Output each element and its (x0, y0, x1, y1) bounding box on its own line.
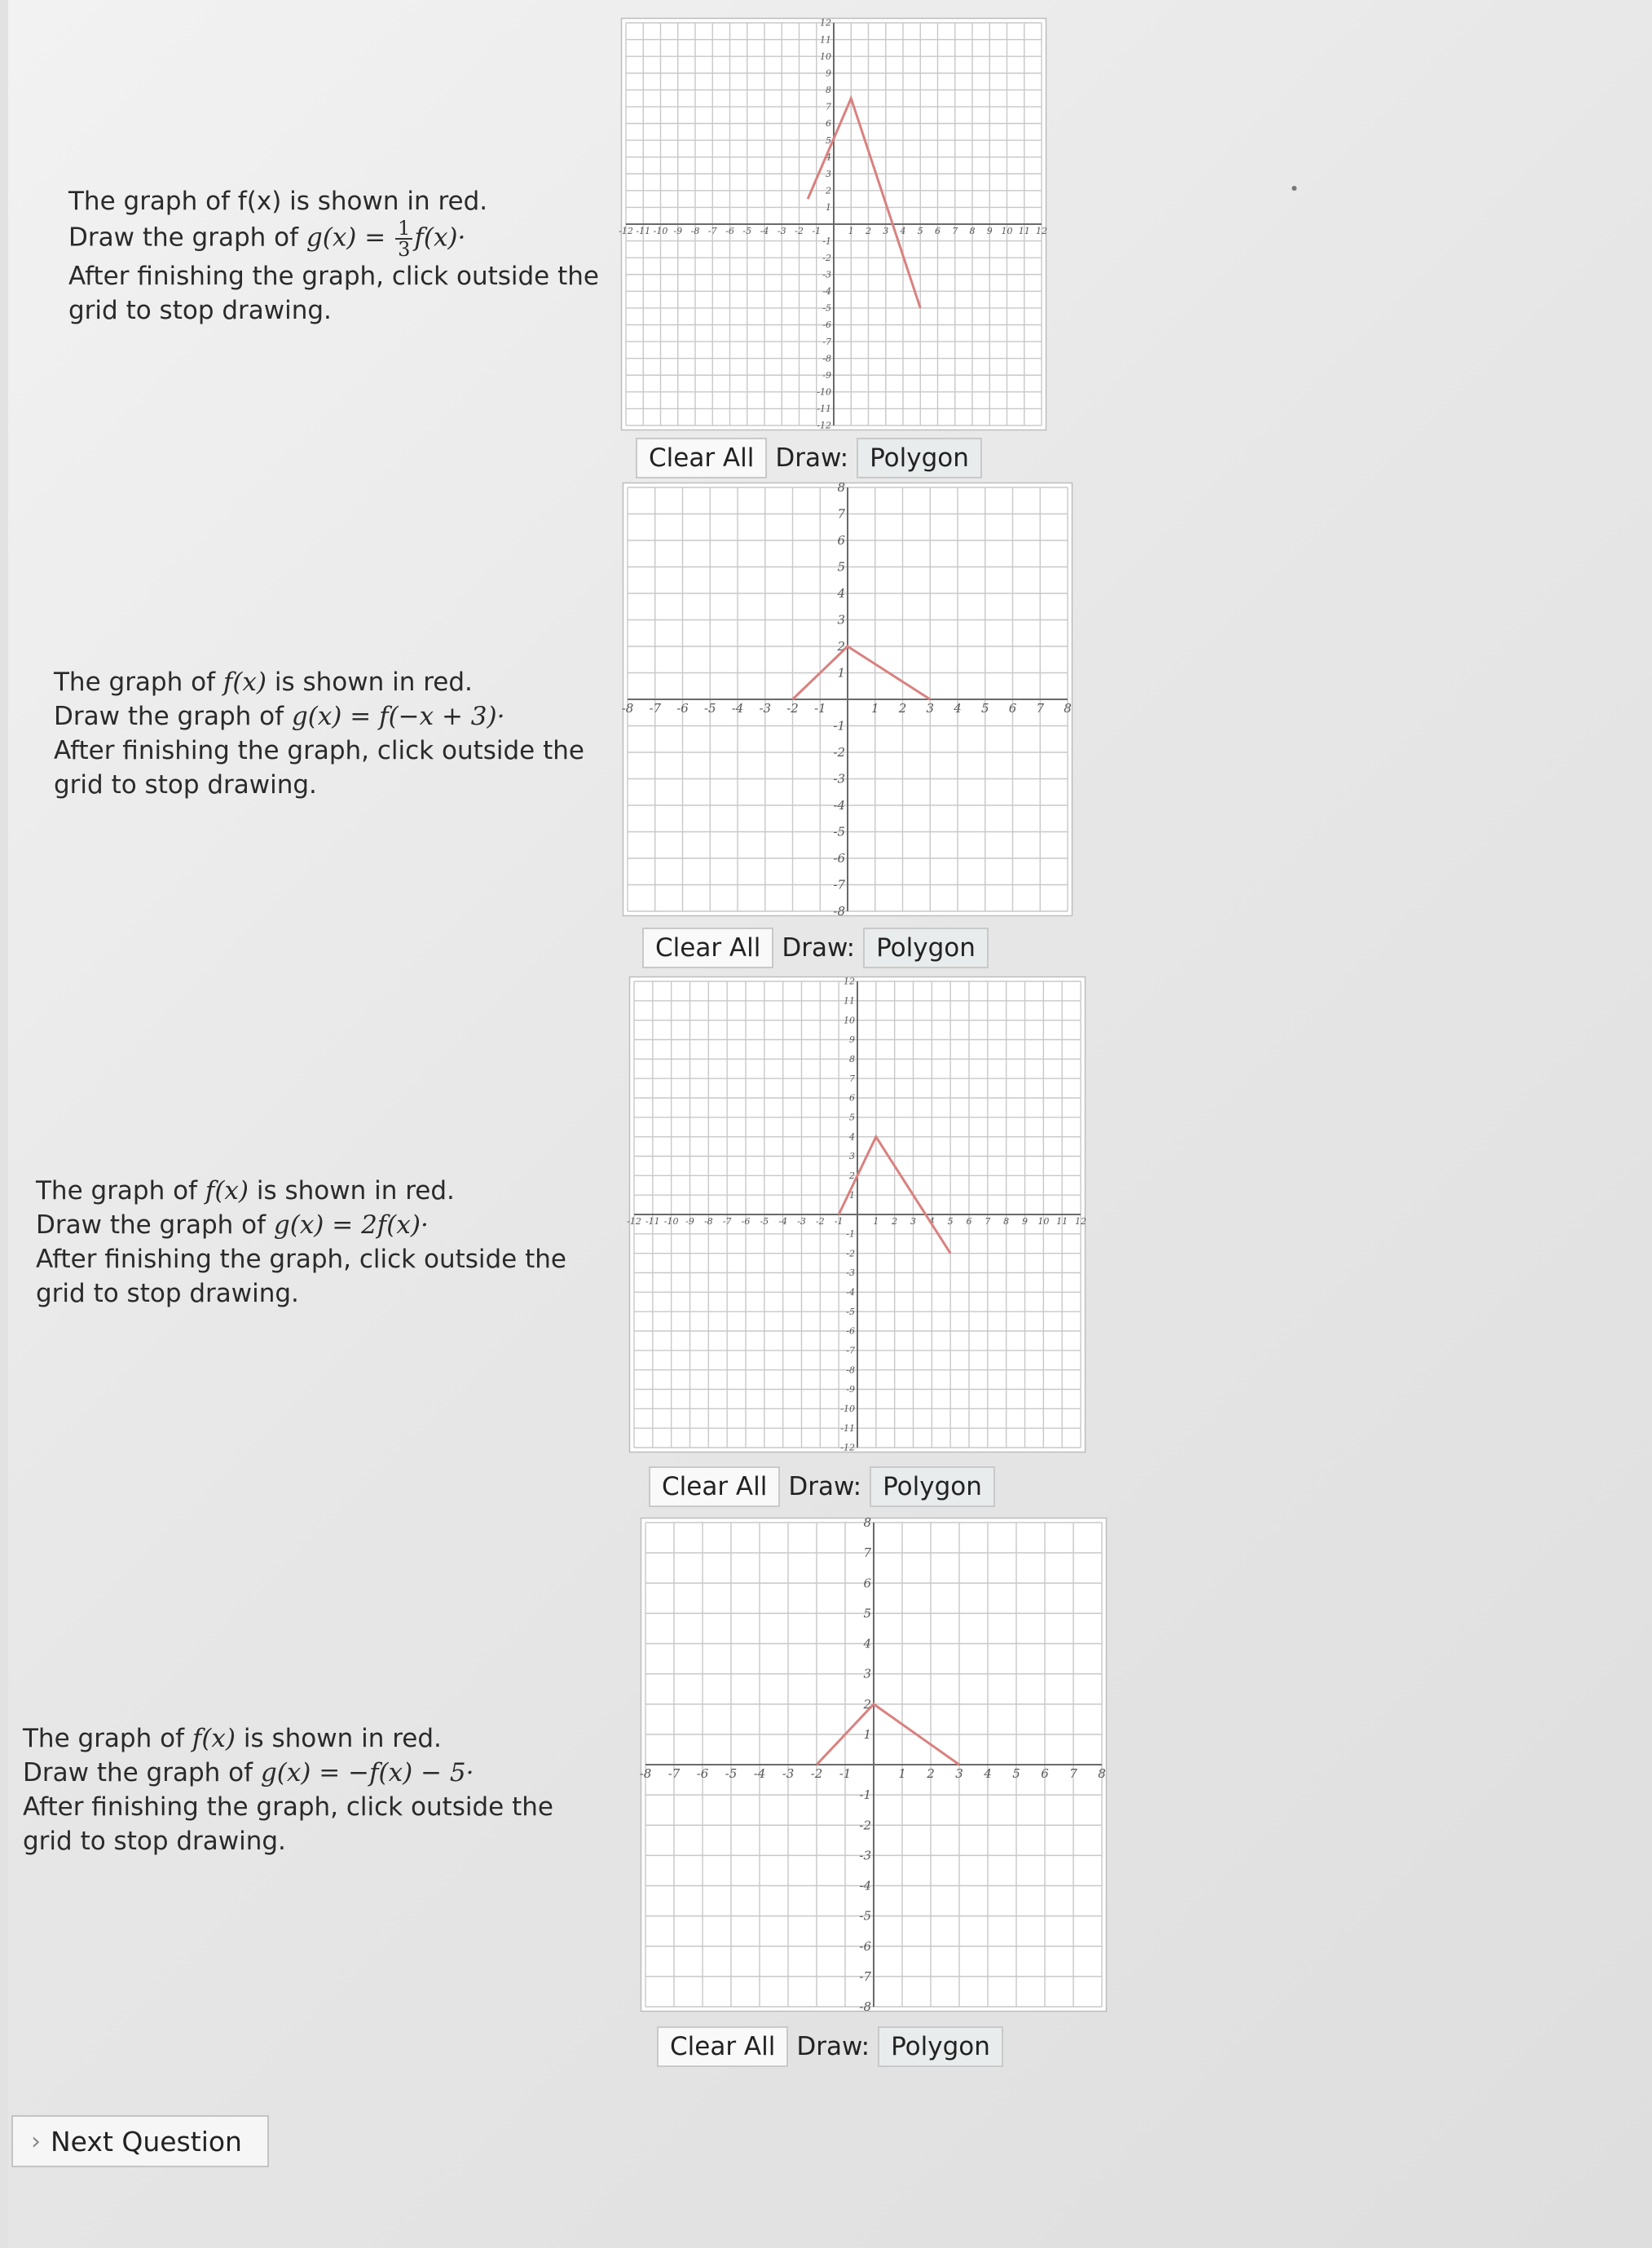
y-tick-label: -1 (846, 1228, 855, 1240)
y-tick-label: 9 (826, 68, 831, 79)
coordinate-plane[interactable] (639, 1515, 1107, 2014)
q1-line4: grid to stop drawing. (68, 296, 332, 325)
q3-line1: The graph of f(x) is shown in red. (36, 1176, 455, 1206)
q4-formula: g(x) = −f(x) − 5· (260, 1758, 474, 1787)
x-tick-label: -2 (810, 1766, 823, 1781)
y-tick-label: -10 (840, 1404, 855, 1414)
x-tick-label: 6 (1041, 1766, 1049, 1781)
x-tick-label: 4 (954, 701, 962, 716)
y-tick-label: 2 (849, 1170, 855, 1181)
x-tick-label: 7 (1036, 701, 1045, 716)
y-tick-label: -12 (840, 1442, 855, 1453)
q4-line4: grid to stop drawing. (23, 1827, 286, 1856)
draw-label: Draw: (796, 2032, 870, 2061)
y-tick-label: -8 (859, 1999, 871, 2014)
y-tick-label: -3 (833, 771, 845, 787)
y-tick-label: -11 (817, 403, 831, 415)
x-tick-label: 7 (985, 1216, 991, 1227)
x-tick-label: 6 (935, 226, 941, 236)
y-tick-label: 2 (826, 185, 831, 196)
x-tick-label: -10 (663, 1216, 679, 1227)
y-tick-label: 1 (849, 1189, 855, 1201)
x-tick-label: -11 (636, 226, 651, 236)
q1-formula-lhs: g(x) = (306, 223, 394, 253)
y-tick-label: 5 (849, 1112, 855, 1123)
y-tick-label: -1 (833, 718, 845, 734)
y-tick-label: 3 (849, 1151, 855, 1162)
x-tick-label: 3 (955, 1766, 963, 1781)
x-tick-label: 3 (910, 1216, 916, 1227)
x-tick-label: -3 (782, 1766, 795, 1781)
x-tick-label: -1 (839, 1766, 852, 1781)
y-tick-label: 4 (837, 586, 845, 601)
graph-toolbar-1 (636, 438, 982, 478)
x-tick-label: -5 (742, 226, 752, 236)
x-tick-label: -4 (778, 1216, 788, 1227)
x-tick-label: 6 (966, 1216, 972, 1227)
next-question-label: Next Question (51, 2125, 242, 2158)
x-tick-label: 4 (984, 1766, 992, 1781)
x-tick-label: -3 (797, 1216, 806, 1227)
polygon-tool-button[interactable]: Polygon (878, 2026, 1003, 2067)
x-tick-label: 2 (892, 1216, 898, 1227)
x-tick-label: 7 (952, 226, 958, 236)
y-tick-label: 1 (863, 1726, 871, 1742)
y-tick-label: -9 (822, 369, 831, 381)
y-tick-label: 7 (849, 1073, 855, 1084)
q4-line2: Draw the graph of g(x) = −f(x) − 5· (23, 1758, 474, 1787)
x-tick-label: 2 (927, 1766, 935, 1781)
y-tick-label: -2 (859, 1818, 871, 1833)
x-tick-label: -2 (786, 701, 799, 716)
draw-label: Draw: (775, 443, 849, 473)
y-tick-label: -10 (817, 386, 831, 398)
x-tick-label: 5 (947, 1216, 954, 1227)
q2-line3: After finishing the graph, click outside the (54, 736, 584, 765)
y-tick-label: -8 (822, 353, 831, 364)
clear-all-button[interactable]: Clear All (657, 2026, 788, 2067)
y-tick-label: 4 (863, 1636, 871, 1651)
y-tick-label: 4 (826, 152, 831, 163)
x-tick-label: 11 (1056, 1216, 1068, 1227)
y-tick-label: 11 (820, 34, 831, 46)
y-tick-label: -3 (859, 1848, 871, 1863)
q3-formula: g(x) = 2f(x)· (273, 1210, 429, 1240)
y-tick-label: -7 (833, 877, 845, 893)
x-tick-label: 3 (883, 226, 889, 236)
clear-all-button[interactable]: Clear All (636, 438, 767, 478)
x-tick-label: 4 (900, 226, 906, 236)
x-tick-label: 8 (1098, 1766, 1106, 1781)
y-tick-label: -4 (822, 286, 831, 297)
graph-toolbar-4 (657, 2026, 1003, 2067)
q1-line1: The graph of f(x) is shown in red. (68, 187, 488, 216)
q4-line1: The graph of f(x) is shown in red. (23, 1724, 442, 1753)
x-tick-label: 2 (898, 701, 907, 716)
y-tick-label: 6 (837, 533, 845, 548)
y-tick-label: -6 (822, 320, 831, 331)
graph-grid-1[interactable] (621, 18, 1046, 430)
y-tick-label: -1 (859, 1787, 871, 1803)
y-tick-label: 3 (837, 612, 845, 628)
y-tick-label: -6 (846, 1325, 855, 1337)
x-tick-label: 8 (1064, 701, 1072, 716)
chevron-right-icon: › (31, 2127, 41, 2156)
y-tick-label: -4 (859, 1878, 871, 1893)
y-tick-label: -9 (846, 1384, 855, 1395)
graph-toolbar-3 (649, 1466, 995, 1507)
x-tick-label: -9 (685, 1216, 694, 1227)
draw-label: Draw: (782, 933, 856, 963)
y-tick-label: 5 (837, 559, 845, 575)
x-tick-label: -5 (725, 1766, 738, 1781)
polygon-tool-button[interactable]: Polygon (857, 438, 982, 478)
y-tick-label: 3 (826, 168, 831, 179)
q4-line3: After finishing the graph, click outside the (23, 1792, 553, 1822)
x-tick-label: -11 (645, 1216, 660, 1227)
q1-fraction: $\frac{1}{3}$ (395, 218, 412, 259)
y-tick-label: 1 (826, 202, 831, 214)
x-tick-label: -7 (649, 701, 662, 716)
x-tick-label: -12 (619, 226, 633, 236)
x-tick-label: -1 (812, 226, 822, 236)
x-tick-label: -10 (653, 226, 668, 236)
y-tick-label: -6 (833, 851, 845, 866)
x-tick-label: 1 (870, 701, 879, 716)
x-tick-label: -2 (815, 1216, 825, 1227)
question-4-prompt (23, 1721, 553, 1858)
cursor-dot (1292, 186, 1297, 191)
x-tick-label: -4 (753, 1766, 766, 1781)
x-tick-label: -8 (639, 1766, 652, 1781)
y-tick-label: 6 (849, 1092, 855, 1104)
coordinate-plane[interactable] (621, 18, 1046, 430)
polygon-tool-button[interactable]: Polygon (870, 1466, 995, 1507)
q1-line2: Draw the graph of g(x) = $\frac{1}{3}$ f(x)· (68, 217, 466, 261)
x-tick-label: 11 (1018, 226, 1030, 236)
q2-formula: g(x) = f(−x + 3)· (291, 702, 505, 731)
q1-formula-rhs: f(x)· (414, 223, 466, 253)
y-tick-label: 2 (863, 1696, 871, 1712)
clear-all-button[interactable]: Clear All (649, 1466, 780, 1507)
x-tick-label: -4 (760, 226, 769, 236)
x-tick-label: -7 (667, 1766, 681, 1781)
y-tick-label: 8 (826, 85, 831, 95)
x-tick-label: -5 (703, 701, 716, 716)
x-tick-label: 1 (898, 1766, 906, 1781)
x-tick-label: 8 (1003, 1216, 1010, 1227)
y-tick-label: 3 (863, 1666, 871, 1682)
y-tick-label: -11 (840, 1422, 855, 1434)
q3-line4: grid to stop drawing. (36, 1279, 299, 1308)
y-tick-label: -8 (846, 1364, 855, 1376)
y-tick-label: -5 (846, 1306, 855, 1317)
y-tick-label: 8 (849, 1054, 855, 1064)
x-tick-label: 4 (928, 1216, 935, 1227)
y-tick-label: 5 (863, 1606, 871, 1621)
question-3-prompt (36, 1174, 566, 1311)
y-tick-label: -1 (822, 236, 831, 247)
x-tick-label: -1 (813, 701, 826, 716)
x-tick-label: -6 (676, 701, 689, 716)
x-tick-label: -9 (673, 226, 683, 236)
y-tick-label: -4 (846, 1287, 855, 1298)
y-tick-label: 4 (849, 1131, 855, 1143)
x-tick-label: -8 (690, 226, 700, 236)
y-tick-label: -7 (822, 336, 831, 347)
coordinate-plane[interactable] (629, 976, 1086, 1452)
y-tick-label: -4 (833, 798, 845, 813)
x-tick-label: -12 (627, 1216, 641, 1227)
y-tick-label: -5 (833, 824, 845, 840)
x-tick-label: -8 (621, 701, 634, 716)
q3-line2: Draw the graph of g(x) = 2f(x)· (36, 1210, 429, 1240)
x-tick-label: 12 (1075, 1216, 1086, 1227)
y-tick-label: 7 (863, 1545, 871, 1561)
y-tick-label: -7 (846, 1345, 855, 1356)
y-tick-label: 7 (826, 101, 831, 112)
y-tick-label: 10 (820, 51, 831, 62)
graph-grid-2[interactable] (621, 480, 1073, 919)
polygon-tool-button[interactable]: Polygon (863, 928, 989, 968)
graph-toolbar-2 (642, 928, 989, 968)
y-tick-label: 6 (863, 1576, 871, 1591)
y-tick-label: -8 (833, 904, 845, 919)
y-tick-label: 5 (826, 134, 831, 146)
next-question-button[interactable] (11, 2115, 269, 2167)
y-tick-label: -6 (859, 1938, 871, 1954)
x-tick-label: 10 (1037, 1216, 1050, 1227)
left-edge (0, 0, 8, 2248)
x-tick-label: 7 (1069, 1766, 1077, 1781)
y-tick-label: -5 (822, 302, 831, 314)
q2-line4: grid to stop drawing. (54, 770, 317, 800)
y-tick-label: -2 (833, 745, 845, 760)
y-tick-label: -3 (822, 269, 831, 280)
q2-line2: Draw the graph of g(x) = f(−x + 3)· (54, 702, 505, 731)
x-tick-label: 5 (1012, 1766, 1020, 1781)
y-tick-label: -2 (822, 252, 831, 263)
y-tick-label: 2 (837, 639, 845, 654)
x-tick-label: 8 (969, 226, 976, 236)
coordinate-plane[interactable] (621, 480, 1073, 919)
y-tick-label: -7 (859, 1968, 871, 1984)
y-tick-label: 7 (837, 506, 845, 522)
q1-line3: After finishing the graph, click outside the (68, 262, 599, 291)
y-tick-label: 12 (820, 17, 831, 29)
y-tick-label: 1 (837, 665, 845, 681)
x-tick-label: 2 (866, 226, 871, 236)
y-tick-label: 8 (837, 480, 845, 495)
y-tick-label: 10 (844, 1015, 855, 1026)
y-tick-label: -5 (859, 1908, 871, 1924)
x-tick-label: 5 (917, 226, 923, 236)
graph-grid-3[interactable] (629, 976, 1086, 1452)
x-tick-label: 1 (848, 226, 854, 236)
x-tick-label: -4 (731, 701, 744, 716)
x-tick-label: -1 (834, 1216, 844, 1227)
x-tick-label: -7 (722, 1216, 732, 1227)
y-tick-label: 9 (849, 1034, 855, 1046)
y-tick-label: 6 (826, 118, 831, 130)
x-tick-label: -2 (795, 226, 804, 236)
x-tick-label: -6 (741, 1216, 751, 1227)
draw-label: Draw: (788, 1472, 862, 1501)
clear-all-button[interactable]: Clear All (642, 928, 773, 968)
y-tick-label: -2 (846, 1248, 855, 1259)
x-tick-label: 9 (1022, 1216, 1028, 1227)
graph-grid-4[interactable] (639, 1515, 1107, 2014)
x-tick-label: 5 (980, 701, 989, 716)
x-tick-label: -6 (696, 1766, 709, 1781)
x-tick-label: -6 (725, 226, 734, 236)
question-1-prompt (68, 184, 599, 328)
x-tick-label: 9 (986, 226, 993, 236)
x-tick-label: -3 (777, 226, 786, 236)
question-2-prompt (54, 665, 584, 802)
x-tick-label: 10 (1001, 226, 1013, 236)
q2-line1: The graph of f(x) is shown in red. (54, 668, 473, 697)
y-tick-label: 11 (844, 995, 855, 1007)
x-tick-label: 12 (1036, 226, 1047, 236)
y-tick-label: -12 (817, 420, 831, 431)
q3-line3: After finishing the graph, click outside the (36, 1245, 566, 1274)
x-tick-label: -5 (760, 1216, 769, 1227)
x-tick-label: 6 (1008, 701, 1017, 716)
y-tick-label: 12 (844, 976, 855, 987)
y-tick-label: 8 (863, 1515, 871, 1530)
y-tick-label: -3 (846, 1267, 855, 1279)
x-tick-label: -7 (707, 226, 717, 236)
x-tick-label: 1 (873, 1216, 879, 1227)
x-tick-label: -8 (703, 1216, 713, 1227)
x-tick-label: 3 (926, 701, 935, 716)
x-tick-label: -3 (759, 701, 772, 716)
